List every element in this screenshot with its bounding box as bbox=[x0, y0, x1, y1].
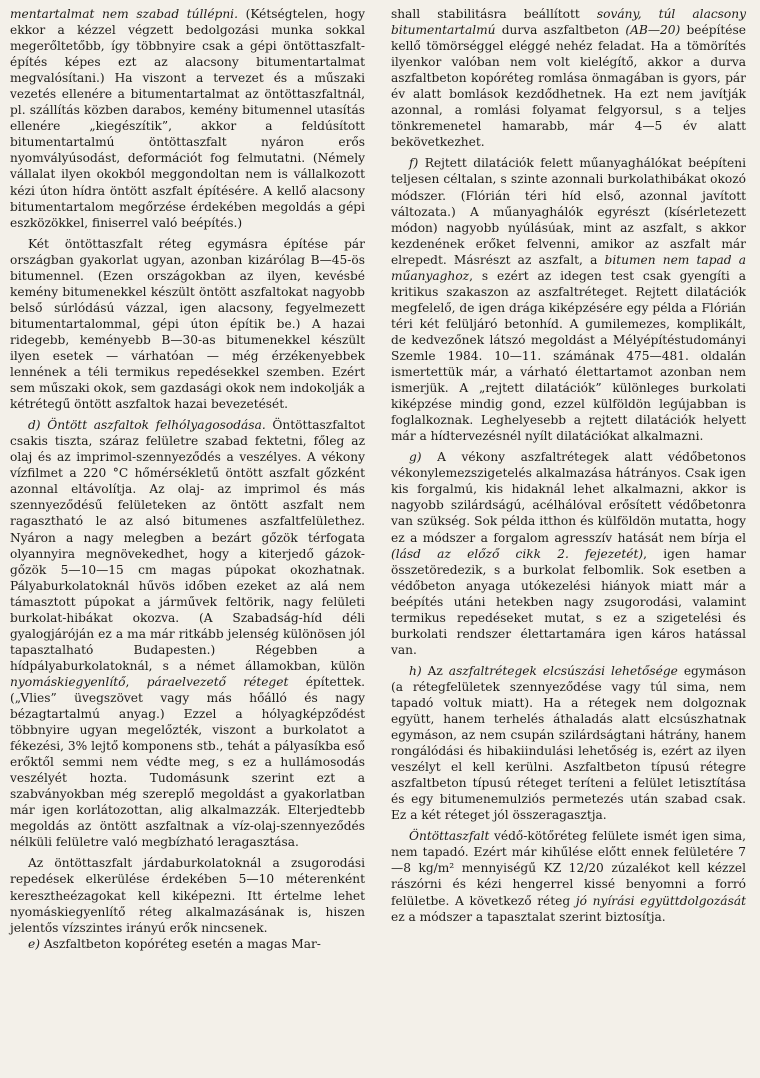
emphasis-text: Öntöttaszfalt bbox=[409, 829, 490, 844]
paragraph-e-wearing-course bbox=[10, 936, 365, 952]
paragraph-text: Az bbox=[421, 663, 449, 678]
paragraph-text: építettek. („Vlies” üvegszövet vagy más hőálló és nagy bézagtartalmú anyag.) Ezzel a hólyagképződést többnyire ugyan megelőzték, viszont a burkolatot a fékezési, 3% lejtő komponens stb., tehát a pályasíkba eső erőktől semmi nem védte meg, s ez a hullámosodás veszélyét hozta. Tudomásunk szerint ezt a szabványokban még szereplő megoldást a gyakorlatban már igen korlátozottan, alig alkalmazzák. Elterjedtebb megoldás az öntött aszfaltnak a víz-olaj-szennyeződés nélküli felületre való megbízható leragasztása. bbox=[10, 674, 366, 850]
paragraph-g-protective-concrete bbox=[391, 449, 746, 658]
paragraph-f-hidden-joints bbox=[391, 155, 746, 444]
emphasis-text: bitumen nem tapad a műanyaghoz bbox=[391, 252, 746, 283]
paragraph-text: Rejtett dilatációk felett műanyaghálókat beépíteni teljesen céltalan, s szinte azonnali burkolathibákat okozó módszer. (Flórián téri híd első, azonnal javított változata.) A műanyaghálók egyrészt (kísérletezett módon) nagyobb nyúlásúak, mint az aszfalt, s akkor kezdenének erőket felvenni, amikor az aszfalt már elrepedt. Másrészt az aszfalt, a bbox=[391, 156, 746, 267]
paragraph-bitumen-content bbox=[10, 6, 365, 231]
paragraph-text: Aszfaltbeton kopóréteg esetén a magas Mar- bbox=[39, 936, 321, 951]
emphasis-text: jó nyírási együttdolgozását bbox=[575, 893, 746, 908]
paragraph-h-layer-slip bbox=[391, 663, 746, 823]
section-heading: Öntött aszfaltok felhólyagosodása. bbox=[47, 418, 266, 433]
right-column bbox=[391, 6, 746, 1078]
emphasis-text: sovány, túl alacsony bitumentartalmú bbox=[391, 7, 746, 38]
paragraph-text: védő-kötőréteg felülete ismét igen sima, nem tapadó. Ezért már kihűlése előtt ennek felületére 7—8 kg/m² mennyiségű KZ 12/20 zúzalékot kell kézzel rászórni és kézi hengerrel kissé benyomni a forró felületbe. A következő réteg bbox=[391, 829, 746, 908]
emphasis-text: nyomáskiegyenlítő bbox=[10, 674, 126, 689]
paragraph-two-layer-asphalt: Két öntöttaszfalt réteg egymásra építése pár országban gyakorlat ugyan, azonban kizárólag B—45-ös bitumennel. (Ezen országokban az ilyen, kevésbé kemény bitumenekkel készült öntött aszfaltokat nagyobb belső súrlódású vázzal, igen alacsony, fegyelmezett bitumentartalommal, gépi úton építik be.) A hazai ridegebb, keményebb B—30-as bitumenekkel készült ilyen esetek — várhatóan — még érzékenyebbek lennének a téli termikus repedésekkel szemben. Ezért sem műszaki okok, sem gazdasági okok nem indokolják a kétrétegű öntött aszfaltok hazai bevezetését. bbox=[10, 236, 365, 412]
section-label: h) bbox=[409, 663, 422, 678]
section-label: e) bbox=[28, 936, 40, 951]
paragraph-text: durva aszfaltbeton bbox=[495, 23, 626, 38]
paragraph-text: , bbox=[125, 674, 147, 689]
section-label: f) bbox=[409, 156, 419, 171]
section-label: d) bbox=[28, 418, 41, 433]
paragraph-sidewalk-joints: Az öntöttaszfalt járdaburkolatoknál a zsugorodási repedések elkerülése érdekében 5—10 méterenként keresztheézagokat kell kiképezni. Itt értelme lehet nyomáskiegyenlítő réteg alkalmazásának is, hiszen jelentős vízszintes irányú erők nincsenek. bbox=[10, 856, 365, 935]
emphasis-text: (AB—20) bbox=[625, 23, 681, 38]
paragraph-e-continued bbox=[391, 6, 746, 150]
paragraph-mastic-chippings bbox=[391, 828, 746, 924]
emphasis-text: mentartalmat nem szabad túllépni. bbox=[10, 7, 238, 21]
left-column bbox=[10, 6, 365, 1078]
paragraph-text: shall stabilitásra beállított bbox=[391, 7, 597, 21]
emphasis-text: páraelvezető réteget bbox=[146, 674, 289, 689]
emphasis-text: (lásd az előző cikk 2. fejezetét) bbox=[391, 546, 644, 561]
paragraph-text: (Kétségtelen, hogy ekkor a kézzel végzett bedolgozási munka sokkal megerőltetőbb, így többnyire csak a gépi öntöttaszfalt-építés képes ezt az alacsony bitumentartalmat megvalósítani.) Ha viszont a tervezet és a műszaki vezetés ellenére a bitumentartalmat az öntöttaszfaltnál, pl. szállítás közben darabos, kemény bitumennel utasítás ellenére „kiegészítik”, akkor a feldúsított bitumentartalmú öntöttaszfalt nyáron erős nyomvályúsodást, deformációt fog felmutatni. (Némely vállalat ilyen okokból meggondoltan nem is vállalkozott kézi úton hídra öntött aszfalt építésére. A kellő alacsony bitumentartalom megőrzése érdekében megoldás a gépi eszközökkel, finiserrel való beépítés.) bbox=[10, 7, 366, 230]
paragraph-d-blistering bbox=[10, 417, 365, 850]
paragraph-text: , igen hamar összetöredezik, s a burkolat felbomlik. Sok esetben a védőbeton anyaga utókezelési hiányok miatt már a beépítés utáni hetekben nagy zsugorodási, valamint termikus repedéseket mutat, s ez a szigetelési és burkolati rendszer élettartamára igen káros hatással van. bbox=[391, 546, 746, 657]
paragraph-text: , s ezért az idegen test csak gyengíti a kritikus szakaszon az aszfaltréteget. Rejtett dilatációk megfelelő, de igen drága kiképzésére egy példa a Flórián téri két felüljáró betonhíd. A gumilemezes, komplikált, de kedvezőnek látszó megoldást a Mélyépítéstudományi Szemle 1984. 10—11. számának 475—481. oldalán ismertettük már, a várható élettartamot azonban nem ismerjük. A „rejtett dilatációk” különleges burkolati kiképzése mindig gond, ezzel külföldön legújabban is foglalkoznak. Leghelyesebb a rejtett dilatációk helyett már a hídtervezésnél nyílt dilatációkat alkalmazni. bbox=[391, 268, 746, 444]
section-label: g) bbox=[409, 450, 422, 465]
paragraph-text: beépítése kellő tömörséggel eléggé nehéz feladat. Ha a tömörítés ilyenkor valóban nem volt kielégítő, akkor a durva aszfaltbeton kopóréteg romlása önmagában is gyors, pár év alatt bomlások kezdődhetnek. Ha ezt nem javítják azonnal, a romlási folyamat felgyorsul, s a teljes tönkremenetel hamarabb, már 4—5 év alatt bekövetkezhet. bbox=[391, 23, 746, 150]
paragraph-text: ez a módszer a tapasztalat szerint biztosítja. bbox=[391, 909, 666, 924]
paragraph-text: egymáson (a rétegfelületek szennyeződése vagy túl sima, nem tapadó voltuk miatt). Ha a rétegek nem dolgoznak együtt, hanem terhelés áthaladás alatt elcsúszhatnak egymáson, az nem csupán szilárdságtani hátrány, hanem rongálódási és hibakiindulási lehetőség is, ezért az ilyen veszélyt el kell kerülni. Aszfaltbeton típusú rétegre aszfaltbeton típusú réteget teríteni a felület letisztítása és egy bitumenemulziós permetezés után szabad csak. Ez a két réteget jól összeragasztja. bbox=[391, 663, 746, 823]
paragraph-text: Öntöttaszfaltot csakis tiszta, száraz felületre szabad fektetni, főleg az olaj és az imprimol-szennyeződés a veszélyes. A vékony vízfilmet a 220 °C hőmérsékletű öntött aszfalt gőzként azonnal eltávolítja. Az olaj- az imprimol és más szennyeződésű felületeken az öntött aszfalt nem ragasztható le az alsó bitumenes aszfaltfelülethez. Nyáron a nagy melegben a bezárt gőzök térfogata olyannyira megnövekedhet, hogy a kiterjedő gázok-gőzök 5—10—15 cm magas púpokat okozhatnak. Pályaburkolatoknál hűvös időben ezeket az alá nem támasztott púpokat a járművek feltörik, nagy felületi burkolat-hibákat okozva. (A Szabadság-híd déli gyalogjáróján ez a ma már ritkább jelenség különösen jól tapasztalható Budapesten.) Régebben a hídpályaburkolatoknál, s a német államokban, külön bbox=[10, 418, 365, 673]
emphasis-text: aszfaltrétegek elcsúszási lehetősége bbox=[448, 663, 678, 678]
paragraph-text: A vékony aszfaltrétegek alatt védőbetonos vékonylemezszigetelés alkalmazása hátrányos. Csak igen kis forgalmú, kis hidaknál lehet alkalmazni, akkor is nagyobb szilárdságú, acélhálóval erősített védőbetonra van szükség. Sok példa itthon és külföldön mutatta, hogy ez a módszer a forgalom agresszív hatását nem bírja el bbox=[391, 450, 746, 545]
